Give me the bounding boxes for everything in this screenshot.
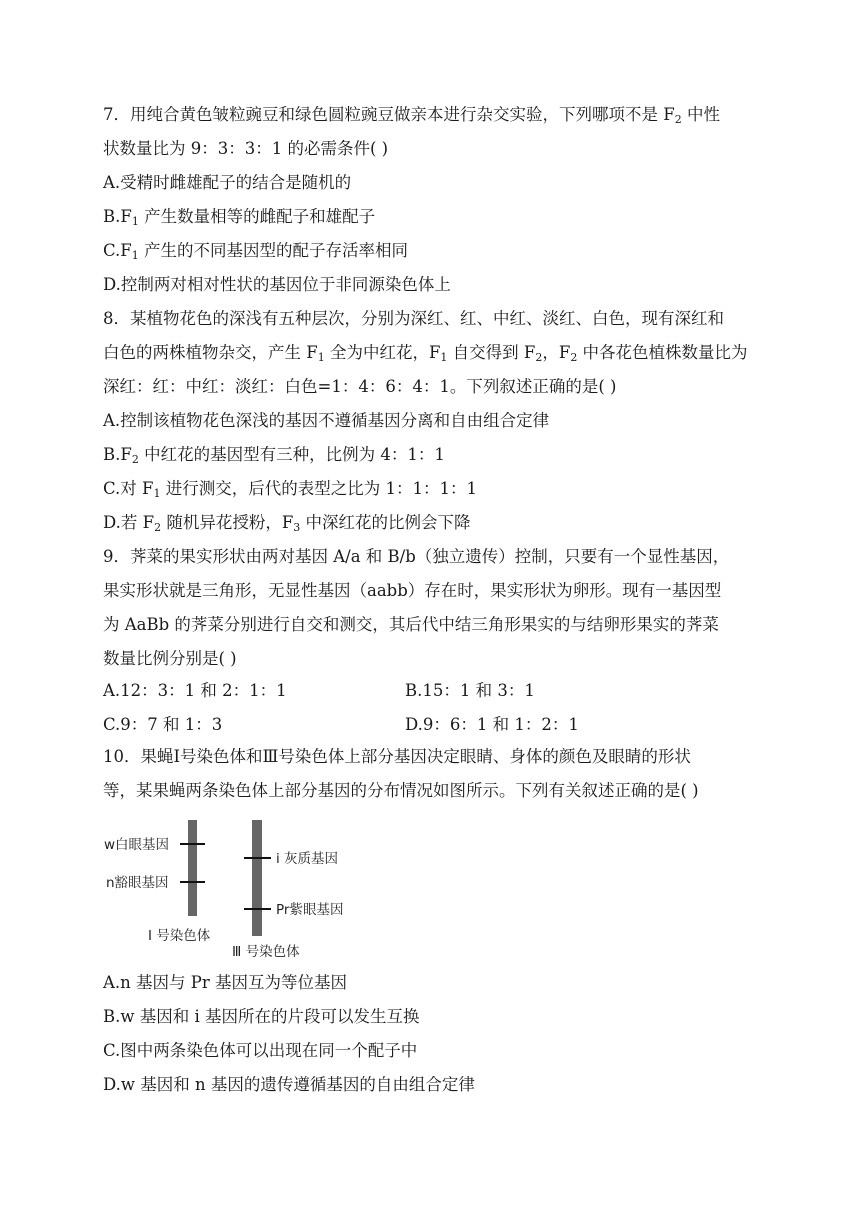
gene-pr-label: Pr紫眼基因: [276, 902, 344, 918]
chromosome-1-label: Ⅰ 号染色体: [148, 928, 211, 944]
q9-stem-line1: 9．荠菜的果实形状由两对基因 A/a 和 B/b（独立遗传）控制，只要有一个显性基因，: [103, 547, 730, 566]
q10-option-b: B.w 基因和 i 基因所在的片段可以发生互换: [103, 1007, 420, 1026]
q8-option-b: $B.F_2$ 中红花的基因型有三种，比例为 4：1：1: [103, 445, 445, 466]
q9-stem-line3: 为 AaBb 的荠菜分别进行自交和测交，其后代中结三角形果实的与结卵形果实的荠菜: [103, 615, 719, 634]
q8-option-c: C.对 $F_1$ 进行测交，后代的表型之比为 1：1：1：1: [103, 479, 477, 500]
chromosome-1-bar: [188, 820, 197, 916]
q7-stem-line2: 状数量比为 9：3：3：1 的必需条件( ): [103, 139, 389, 158]
q8-option-a: A.控制该植物花色深浅的基因不遵循基因分离和自由组合定律: [103, 411, 550, 430]
q10-option-a: A.n 基因与 Pr 基因互为等位基因: [103, 973, 348, 992]
chromosome-3-label: Ⅲ 号染色体: [232, 944, 300, 960]
q7-option-c: $C.F_1$ 产生的不同基因型的配子存活率相同: [103, 241, 408, 262]
q9-option-b: B.15：1 和 3：1: [405, 681, 535, 700]
q9-option-c: C.9：7 和 1：3: [103, 715, 223, 734]
gene-i-label: i 灰质基因: [276, 851, 339, 867]
q9-stem-line2: 果实形状就是三角形，无显性基因（aabb）存在时，果实形状为卵形。现有一基因型: [103, 581, 722, 600]
chromosome-figure: [100, 812, 360, 962]
q10-stem-line2: 等，某果蝇两条染色体上部分基因的分布情况如图所示。下列有关叙述正确的是( ): [103, 781, 699, 800]
q7-stem-line1: 7．用纯合黄色皱粒豌豆和绿色圆粒豌豆做亲本进行杂交实验，下列哪项不是 $F_2$ 中性: [103, 105, 720, 126]
q7-option-d: D.控制两对相对性状的基因位于非同源染色体上: [103, 275, 451, 294]
q9-stem-line4: 数量比例分别是( ): [103, 649, 237, 668]
q7-option-b: $B.F_1$ 产生数量相等的雌配子和雄配子: [103, 207, 376, 228]
q10-option-d: D.w 基因和 n 基因的遗传遵循基因的自由组合定律: [103, 1075, 475, 1094]
q8-stem-line3: 深红：红：中红：淡红：白色=1：4：6：4：1。下列叙述正确的是( ): [103, 377, 617, 396]
q8-stem-line1: 8．某植物花色的深浅有五种层次，分别为深红、红、中红、淡红、白色，现有深红和: [103, 309, 724, 328]
gene-n-label: n豁眼基因: [106, 875, 169, 891]
q8-option-d: D.若 $F_2$ 随机异花授粉，$F_3$ 中深红花的比例会下降: [103, 513, 471, 534]
q10-stem-line1: 10．果蝇Ⅰ号染色体和Ⅲ号染色体上部分基因决定眼睛、身体的颜色及眼睛的形状: [103, 747, 691, 766]
chromosome-3-bar: [252, 820, 262, 936]
q9-option-d: D.9：6：1 和 1：2：1: [405, 715, 579, 734]
q7-option-a: A.受精时雌雄配子的结合是随机的: [103, 173, 352, 192]
gene-w-label: w白眼基因: [104, 837, 170, 853]
q10-option-c: C.图中两条染色体可以出现在同一个配子中: [103, 1041, 418, 1060]
q9-option-a: A.12：3：1 和 2：1：1: [103, 681, 287, 700]
q8-stem-line2: 白色的两株植物杂交，产生 $F_1$ 全为中红花，$F_1$ 自交得到 $F_2$，$F_2$ 中各花色植株数量比为: [103, 343, 748, 364]
